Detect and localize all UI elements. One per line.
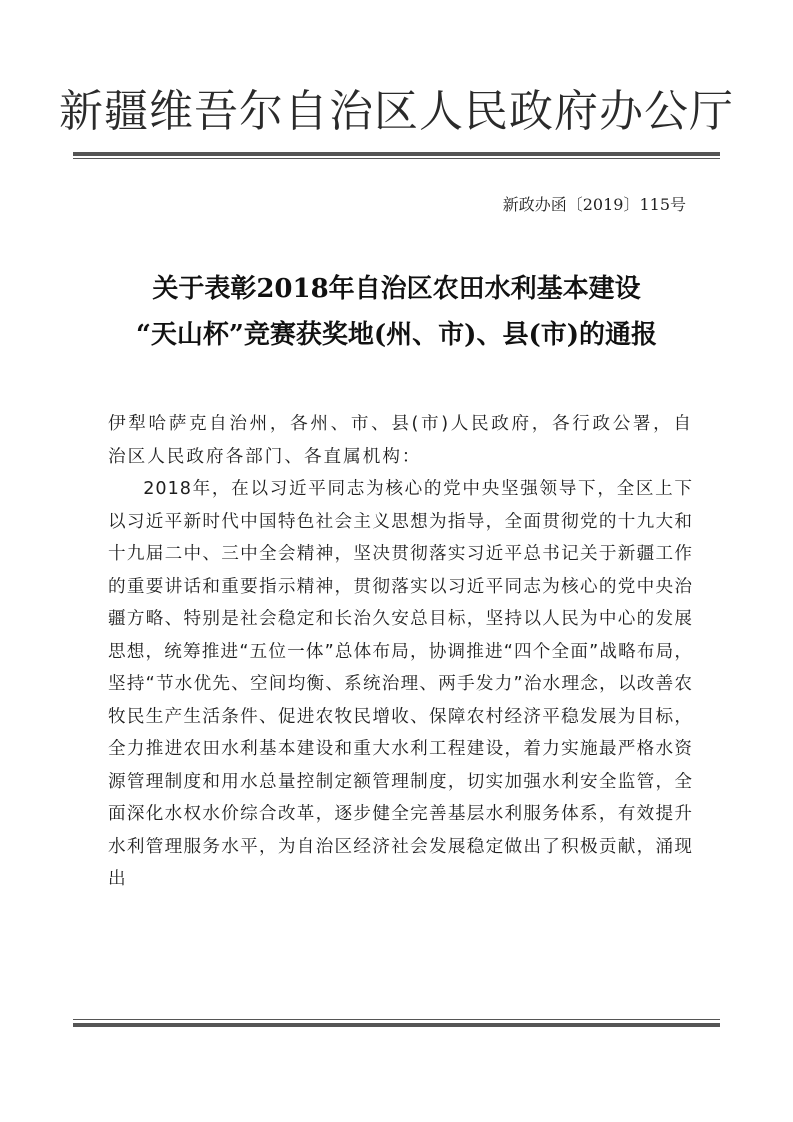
header-divider-thick [73,152,720,156]
document-body [108,408,693,896]
footer-divider-thin [73,1019,720,1020]
document-number: 新政办函〔2019〕115号 [502,195,686,214]
footer-divider-thick [73,1023,720,1027]
salutation: 伊犁哈萨克自治州，各州、市、县(市)人民政府，各行政公署，自治区人民政府各部门、各直属机构： [108,414,693,467]
document-title-line-2: “天山杯”竞赛获奖地(州、市)、县(市)的通报 [135,320,658,350]
header-divider-thin [73,158,720,159]
issuing-office-title: 新疆维吾尔自治区人民政府办公厅 [59,86,734,137]
body-paragraph: 2018年，在以习近平同志为核心的党中央坚强领导下，全区上下以习近平新时代中国特色社会主义思想为指导，全面贯彻党的十九大和十九届二中、三中全会精神，坚决贯彻落实习近平总书记关于新疆工作的重要讲话和重要指示精神，贯彻落实以习近平同志为核心的党中央治疆方略、特别是社会稳定和长治久安总目标，坚持以人民为中心的发展思想，统筹推进“五位一体”总体布局，协调推进“四个全面”战略布局，坚持“节水优先、空间均衡、系统治理、两手发力”治水理念，以改善农牧民生产生活条件、促进农牧民增收、保障农村经济平稳发展为目标，全力推进农田水利基本建设和重大水利工程建设，着力实施最严格水资源管理制度和用水总量控制定额管理制度，切实加强水利安全监管，全面深化水权水价综合改革，逐步健全完善基层水利服务体系，有效提升水利管理服务水平，为自治区经济社会发展稳定做出了积极贡献，涌现出 [108,479,693,889]
document-title-line-1: 关于表彰2018年自治区农田水利基本建设 [152,274,641,304]
